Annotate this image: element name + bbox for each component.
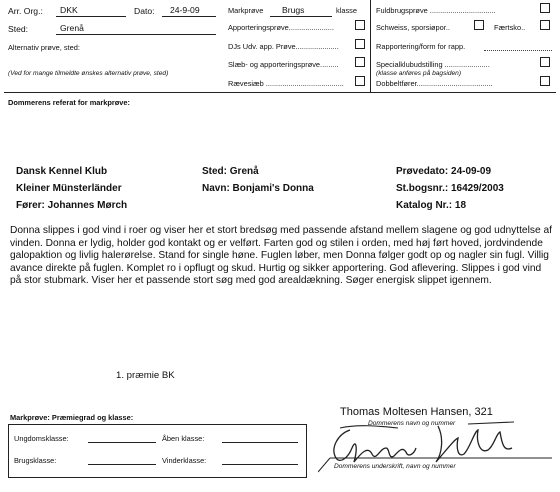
- sted-underline: [56, 34, 216, 35]
- apportering-label: Apporteringsprøve......................: [228, 23, 334, 32]
- brugs-label: Brugsklasse:: [14, 456, 57, 465]
- provedato: Prøvedato: 24-09-09: [396, 166, 492, 177]
- djs-label: DJs Udv. app. Prøve.....................: [228, 42, 339, 51]
- ungdom-label: Ungdomsklasse:: [14, 434, 69, 443]
- raeveslaeb-label: Rævesiæb ......................................: [228, 79, 344, 88]
- signature-caption: Dommerens underskrift, navn og nummer: [334, 463, 456, 470]
- alt-label: Alternativ prøve, sted:: [8, 43, 80, 52]
- arr-org-underline: [56, 16, 126, 17]
- report-text: Donna slippes i god vind i roer og viser her et stort bredsøg med passende afstand mellem slagene og god udnyttelse af vinden. Donna er lydig, holder god kontakt og er velført. Farten god og stilen i orden, med høj ført hoved, jordvindende galopaktion og livlig halerørelse. Stand for single høne. Fuglen løber, men Donna følger godt op og nagler sin fugl. Villig avance direkte på fuglen. Komplet ro i opflugt og skud. Hurtig og sikker apportering. God aflevering. Slippes i god vind på stor stubmark. Viser her et passende stort søg med god arealdækning. Søger energisk slippet igennem.: [10, 225, 552, 287]
- dato-label: Dato:: [134, 6, 155, 16]
- stbogsnr: St.bogsnr.: 16429/2003: [396, 183, 504, 194]
- special-note: (klasse anføres på bagsiden): [376, 70, 462, 77]
- markprove-underline: [270, 16, 332, 17]
- fuldbrugs-checkbox[interactable]: [540, 3, 550, 13]
- alt-note: (Ved for mange tilmeldte ønskes alternativ prøve, sted): [8, 70, 169, 77]
- dobbelt-label: Dobbeltfører.....................................: [376, 79, 493, 88]
- katalog-nr: Katalog Nr.: 18: [396, 200, 467, 211]
- markprove-label: Markprøve: [228, 6, 264, 15]
- class-box: [8, 424, 307, 478]
- prize: 1. præmie BK: [116, 370, 175, 381]
- schweiss-label: Schweiss, sporsiøpor..: [376, 23, 450, 32]
- vinder-label: Vinderklasse:: [162, 456, 207, 465]
- dog-name: Navn: Bonjami's Donna: [202, 183, 314, 194]
- judge-name-caption: Dommerens navn og nummer: [368, 420, 456, 427]
- box-title: Markprøve: Præmiegrad og klasse:: [10, 413, 134, 422]
- fuldbrugs-label: Fuldbrugsprøve ................................: [376, 6, 496, 15]
- sted-label: Sted:: [8, 24, 29, 34]
- handler: Fører: Johannes Mørch: [16, 200, 128, 211]
- schweiss-checkbox[interactable]: [474, 20, 484, 30]
- raeveslaeb-checkbox[interactable]: [355, 76, 365, 86]
- faersko-label: Færtsko..: [494, 23, 526, 32]
- vinder-line[interactable]: [222, 464, 298, 465]
- apportering-checkbox[interactable]: [355, 20, 365, 30]
- breed: Kleiner Münsterländer: [16, 183, 122, 194]
- slaeb-checkbox[interactable]: [355, 57, 365, 67]
- sted-value: Grenå: [60, 23, 84, 33]
- arr-org-value: DKK: [60, 5, 78, 15]
- info-sted: Sted: Grenå: [202, 166, 259, 177]
- special-checkbox[interactable]: [540, 57, 550, 67]
- slaeb-label: Slæb- og apporteringsprøve.........: [228, 60, 339, 69]
- arr-org-label: Arr. Org.:: [8, 6, 43, 16]
- section-title: Dommerens referat for markprøve:: [8, 98, 130, 107]
- faersko-checkbox[interactable]: [540, 20, 550, 30]
- club-name: Dansk Kennel Klub: [16, 166, 108, 177]
- markprove-value: Brugs: [282, 5, 305, 15]
- column-divider: [370, 0, 371, 92]
- brugs-line[interactable]: [88, 464, 156, 465]
- judge-name: Thomas Moltesen Hansen, 321: [340, 406, 493, 418]
- dato-underline: [162, 16, 216, 17]
- special-label: Specialklubudstilling ......................: [376, 60, 490, 69]
- aaben-label: Åben klasse:: [162, 434, 205, 443]
- djs-checkbox[interactable]: [355, 39, 365, 49]
- rapportering-dots: [484, 50, 552, 51]
- dobbelt-checkbox[interactable]: [540, 76, 550, 86]
- ungdom-line[interactable]: [88, 442, 156, 443]
- rapportering-label: Rapportering/form for rapp.: [376, 42, 466, 51]
- aaben-line[interactable]: [222, 442, 298, 443]
- klasse-label: klasse: [336, 6, 357, 15]
- form-bottom-rule: [4, 92, 556, 93]
- dato-value: 24-9-09: [170, 5, 200, 15]
